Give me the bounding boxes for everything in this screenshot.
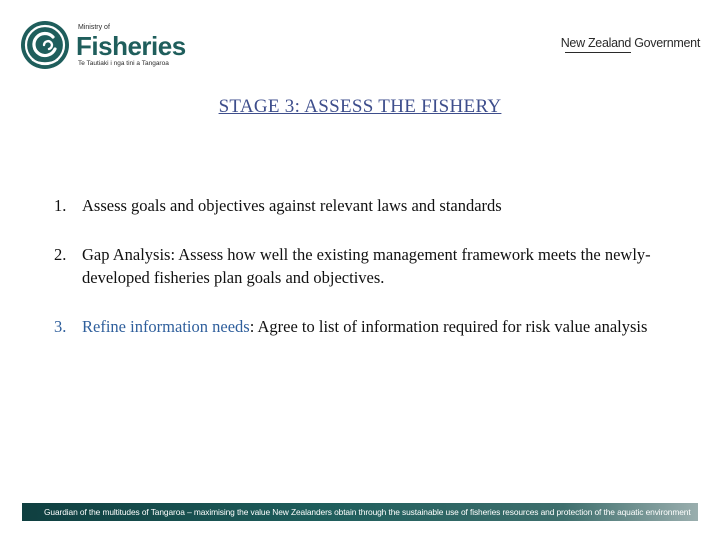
ministry-wordmark: Fisheries: [76, 31, 186, 61]
list-item: [54, 194, 656, 217]
fisheries-emblem-icon: [20, 20, 70, 70]
stage-list: [54, 194, 656, 364]
list-item-number: 1.: [54, 196, 67, 215]
list-item-text: Assess goals and objectives against relevant laws and standards: [82, 196, 502, 215]
ministry-logo: [20, 18, 186, 72]
nz-government-logo: New Zealand Government: [560, 36, 700, 50]
list-item-body: : Agree to list of information required for risk value analysis: [249, 317, 648, 336]
ministry-tagline: Te Tautiaki i nga tini a Tangaroa: [78, 60, 169, 67]
list-item: [54, 243, 656, 289]
footer-text: Guardian of the multitudes of Tangaroa – maximising the value New Zealanders obtain through the sustainable use of fisheries resources and protection of the aquatic environment: [44, 507, 691, 517]
footer-banner: [22, 503, 698, 521]
slide-title: STAGE 3: ASSESS THE FISHERY: [218, 96, 502, 117]
nz-government-underline: [565, 52, 631, 53]
list-item-number: 3.: [54, 317, 67, 336]
list-item-number: 2.: [54, 245, 67, 264]
list-item-text: [82, 315, 656, 338]
list-item-lead: Refine information needs: [82, 317, 250, 336]
list-item: [54, 315, 656, 338]
ministry-of-label: Ministry of: [78, 24, 110, 31]
list-item-text: Gap Analysis: Assess how well the existing management framework meets the newly-developed fisheries plan goals and objectives.: [82, 245, 651, 287]
